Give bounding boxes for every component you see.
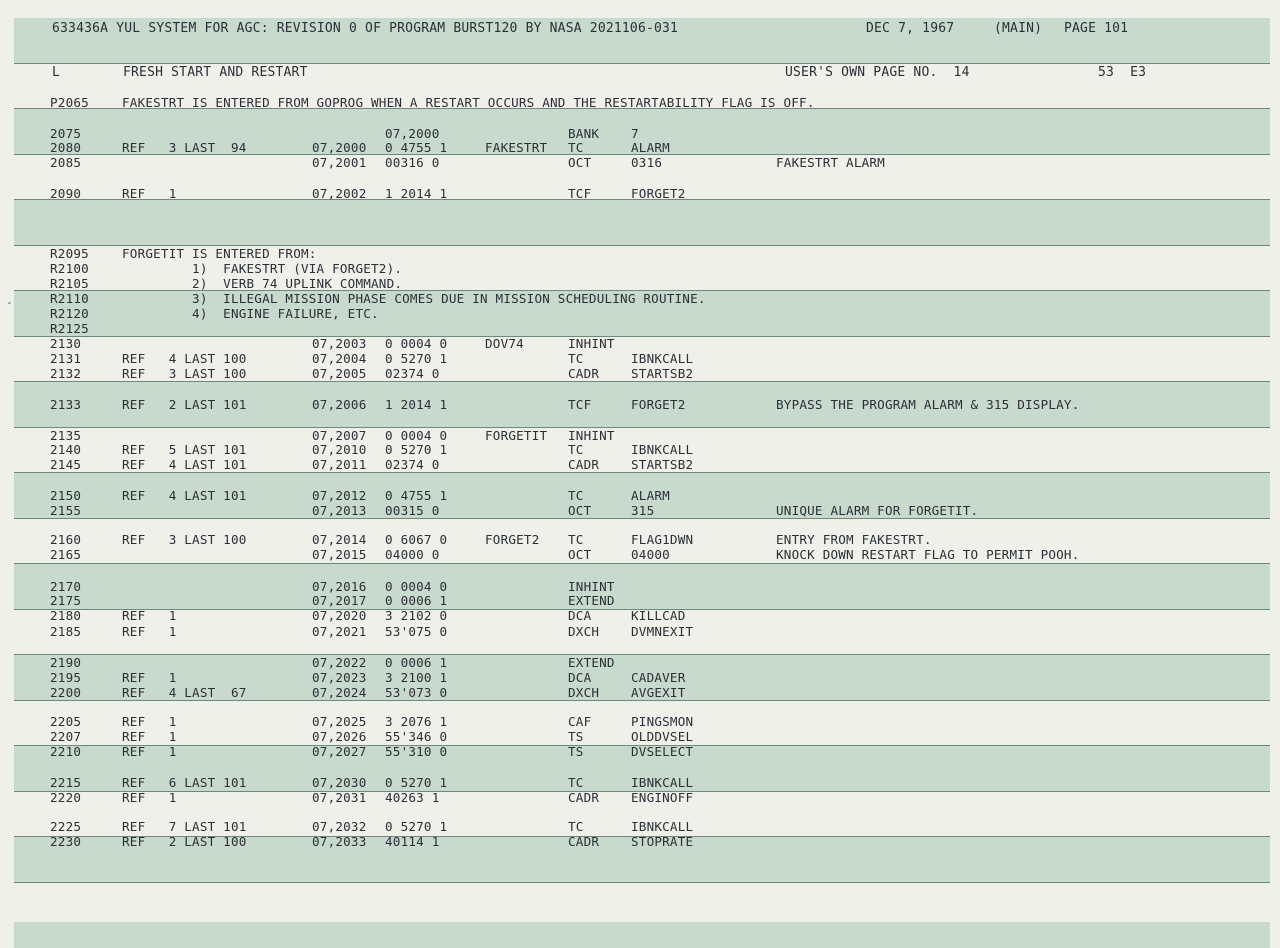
line-number: 2135 (50, 428, 82, 443)
line-number: 2132 (50, 366, 82, 381)
listing-line (0, 336, 1280, 351)
line-number: 2150 (50, 488, 82, 503)
field-w: 07,2000 (385, 126, 440, 141)
field-arg: 7 (631, 126, 639, 141)
listing-line (0, 819, 1280, 834)
field-ref: REF 5 LAST 101 (122, 442, 247, 457)
field-addr: 07,2003 (312, 336, 367, 351)
field-ref: REF 1 (122, 729, 177, 744)
line-number: 2195 (50, 670, 82, 685)
field-arg: IBNKCALL (631, 442, 694, 457)
field-ref: REF 1 (122, 670, 177, 685)
listing-line (0, 321, 1280, 336)
line-number: R2095 (50, 246, 89, 261)
comment-text: 3) ILLEGAL MISSION PHASE COMES DUE IN MISSION SCHEDULING ROUTINE. (122, 291, 706, 306)
field-addr: 07,2027 (312, 744, 367, 759)
line-number: 2207 (50, 729, 82, 744)
line-number: 2160 (50, 532, 82, 547)
listing-line (0, 126, 1280, 141)
field-arg: DVMNEXIT (631, 624, 694, 639)
field-op: TCF (568, 397, 592, 412)
field-arg: DVSELECT (631, 744, 694, 759)
field-w: 3 2100 1 (385, 670, 448, 685)
field-ref: REF 1 (122, 186, 177, 201)
field-ref: REF 4 LAST 101 (122, 457, 247, 472)
log-letter: L (52, 65, 61, 80)
line-number: 2210 (50, 744, 82, 759)
field-addr: 07,2010 (312, 442, 367, 457)
field-op: TC (568, 775, 584, 790)
field-label: FAKESTRT (485, 140, 548, 155)
field-arg: ALARM (631, 488, 670, 503)
field-op: OCT (568, 155, 592, 170)
listing-line (0, 579, 1280, 594)
field-arg: IBNKCALL (631, 819, 694, 834)
line-number: R2105 (50, 276, 89, 291)
line-number: 2155 (50, 503, 82, 518)
field-op: DCA (568, 670, 592, 685)
listing-line (0, 261, 1280, 276)
field-arg: FORGET2 (631, 397, 686, 412)
line-number: 2230 (50, 834, 82, 849)
listing-line (0, 624, 1280, 639)
field-ref: REF 1 (122, 624, 177, 639)
field-addr: 07,2016 (312, 579, 367, 594)
field-arg: STARTSB2 (631, 457, 694, 472)
field-addr: 07,2015 (312, 547, 367, 562)
field-op: TCF (568, 186, 592, 201)
listing-line (0, 744, 1280, 759)
field-ref: REF 3 LAST 100 (122, 366, 247, 381)
field-op: TS (568, 729, 584, 744)
line-number: 2165 (50, 547, 82, 562)
header-page: PAGE 101 (1064, 21, 1129, 36)
line-number: 2225 (50, 819, 82, 834)
field-op: CADR (568, 790, 600, 805)
field-addr: 07,2014 (312, 532, 367, 547)
line-number: 2145 (50, 457, 82, 472)
margin-mark: - (6, 296, 13, 309)
field-addr: 07,2006 (312, 397, 367, 412)
field-cmt: FAKESTRT ALARM (776, 155, 885, 170)
listing-line (0, 775, 1280, 790)
field-ref: REF 6 LAST 101 (122, 775, 247, 790)
green-bar (14, 922, 1270, 948)
listing-line (0, 291, 1280, 306)
field-addr: 07,2026 (312, 729, 367, 744)
line-number: 2190 (50, 655, 82, 670)
field-w: 3 2076 1 (385, 714, 448, 729)
field-op: TS (568, 744, 584, 759)
field-op: TC (568, 140, 584, 155)
field-w: 0 0006 1 (385, 655, 448, 670)
field-op: OCT (568, 503, 592, 518)
listing-line (0, 729, 1280, 744)
field-cmt: BYPASS THE PROGRAM ALARM & 315 DISPLAY. (776, 397, 1080, 412)
field-arg: 315 (631, 503, 655, 518)
listing-line (0, 714, 1280, 729)
field-arg: ENGINOFF (631, 790, 694, 805)
field-w: 04000 0 (385, 547, 440, 562)
listing-line (0, 155, 1280, 170)
listing-line (0, 670, 1280, 685)
field-w: 40263 1 (385, 790, 440, 805)
field-w: 0 5270 1 (385, 775, 448, 790)
field-arg: 04000 (631, 547, 670, 562)
listing-line (0, 366, 1280, 381)
field-arg: IBNKCALL (631, 351, 694, 366)
field-w: 0 5270 1 (385, 819, 448, 834)
field-arg: KILLCAD (631, 608, 686, 623)
field-w: 0 5270 1 (385, 442, 448, 457)
field-w: 00316 0 (385, 155, 440, 170)
field-addr: 07,2007 (312, 428, 367, 443)
field-w: 0 5270 1 (385, 351, 448, 366)
field-op: DXCH (568, 624, 600, 639)
field-op: OCT (568, 547, 592, 562)
field-ref: REF 2 LAST 100 (122, 834, 247, 849)
field-w: 0 0004 0 (385, 428, 448, 443)
field-arg: CADAVER (631, 670, 686, 685)
field-ref: REF 1 (122, 714, 177, 729)
field-addr: 07,2013 (312, 503, 367, 518)
field-ref: REF 3 LAST 100 (122, 532, 247, 547)
listing-line (0, 685, 1280, 700)
field-ref: REF 3 LAST 94 (122, 140, 247, 155)
field-op: EXTEND (568, 593, 615, 608)
field-addr: 07,2023 (312, 670, 367, 685)
line-number: 2220 (50, 790, 82, 805)
field-addr: 07,2024 (312, 685, 367, 700)
listing-line (0, 306, 1280, 321)
line-number: R2100 (50, 261, 89, 276)
header-section: (MAIN) (994, 21, 1043, 36)
field-addr: 07,2020 (312, 608, 367, 623)
comment-text: 2) VERB 74 UPLINK COMMAND. (122, 276, 403, 291)
page-codes: 53 E3 (1098, 65, 1147, 80)
line-number: 2205 (50, 714, 82, 729)
listing-line (0, 186, 1280, 201)
line-number: 2215 (50, 775, 82, 790)
field-addr: 07,2012 (312, 488, 367, 503)
field-cmt: UNIQUE ALARM FOR FORGETIT. (776, 503, 979, 518)
green-bar (14, 200, 1270, 246)
field-w: 0 4755 1 (385, 140, 448, 155)
field-w: 0 0006 1 (385, 593, 448, 608)
line-number: 2200 (50, 685, 82, 700)
field-op: CAF (568, 714, 592, 729)
field-op: TC (568, 351, 584, 366)
field-addr: 07,2025 (312, 714, 367, 729)
log-section-header (0, 65, 1280, 80)
line-number: P2065 (50, 95, 89, 110)
field-w: 53'075 0 (385, 624, 448, 639)
field-w: 0 6067 0 (385, 532, 448, 547)
field-op: INHINT (568, 428, 615, 443)
field-op: TC (568, 488, 584, 503)
field-arg: FLAG1DWN (631, 532, 694, 547)
field-arg: IBNKCALL (631, 775, 694, 790)
listing-line (0, 428, 1280, 443)
line-number: R2120 (50, 306, 89, 321)
field-op: BANK (568, 126, 600, 141)
listing-line (0, 457, 1280, 472)
comment-text: FORGETIT IS ENTERED FROM: (122, 246, 317, 261)
field-addr: 07,2002 (312, 186, 367, 201)
field-op: DXCH (568, 685, 600, 700)
field-addr: 07,2017 (312, 593, 367, 608)
field-addr: 07,2005 (312, 366, 367, 381)
field-w: 0 0004 0 (385, 336, 448, 351)
listing-line (0, 834, 1280, 849)
listing-line (0, 246, 1280, 261)
field-arg: OLDDVSEL (631, 729, 694, 744)
page-header (0, 21, 1280, 36)
field-w: 1 2014 1 (385, 186, 448, 201)
field-label: FORGET2 (485, 532, 540, 547)
field-op: TC (568, 532, 584, 547)
field-arg: PINGSMON (631, 714, 694, 729)
field-w: 53'073 0 (385, 685, 448, 700)
field-addr: 07,2031 (312, 790, 367, 805)
listing-line (0, 547, 1280, 562)
field-addr: 07,2022 (312, 655, 367, 670)
listing-line (0, 351, 1280, 366)
listing-line (0, 140, 1280, 155)
line-number: 2180 (50, 608, 82, 623)
field-ref: REF 1 (122, 790, 177, 805)
field-op: CADR (568, 834, 600, 849)
listing-line (0, 397, 1280, 412)
field-arg: ALARM (631, 140, 670, 155)
line-number: 2085 (50, 155, 82, 170)
field-label: DOV74 (485, 336, 524, 351)
field-w: 02374 0 (385, 457, 440, 472)
line-number: R2125 (50, 321, 89, 336)
line-number: 2185 (50, 624, 82, 639)
field-arg: STOPRATE (631, 834, 694, 849)
listing-line (0, 488, 1280, 503)
field-addr: 07,2032 (312, 819, 367, 834)
line-number: 2090 (50, 186, 82, 201)
field-addr: 07,2000 (312, 140, 367, 155)
listing-line (0, 790, 1280, 805)
field-w: 0 0004 0 (385, 579, 448, 594)
listing-line (0, 276, 1280, 291)
field-w: 40114 1 (385, 834, 440, 849)
line-number: 2140 (50, 442, 82, 457)
field-op: DCA (568, 608, 592, 623)
field-w: 55'346 0 (385, 729, 448, 744)
field-addr: 07,2004 (312, 351, 367, 366)
field-op: EXTEND (568, 655, 615, 670)
field-arg: FORGET2 (631, 186, 686, 201)
comment-text: FAKESTRT IS ENTERED FROM GOPROG WHEN A RESTART OCCURS AND THE RESTARTABILITY FLAG IS OFF. (122, 95, 815, 110)
users-page: USER'S OWN PAGE NO. 14 (785, 65, 970, 80)
line-number: 2131 (50, 351, 82, 366)
field-label: FORGETIT (485, 428, 548, 443)
listing-line (0, 655, 1280, 670)
field-addr: 07,2030 (312, 775, 367, 790)
field-addr: 07,2021 (312, 624, 367, 639)
log-title: FRESH START AND RESTART (123, 65, 308, 80)
field-op: INHINT (568, 336, 615, 351)
line-number: 2080 (50, 140, 82, 155)
field-ref: REF 4 LAST 101 (122, 488, 247, 503)
field-w: 3 2102 0 (385, 608, 448, 623)
field-op: CADR (568, 457, 600, 472)
line-number: 2175 (50, 593, 82, 608)
field-w: 1 2014 1 (385, 397, 448, 412)
field-arg: 0316 (631, 155, 663, 170)
field-addr: 07,2011 (312, 457, 367, 472)
listing-line (0, 608, 1280, 623)
field-ref: REF 2 LAST 101 (122, 397, 247, 412)
field-ref: REF 7 LAST 101 (122, 819, 247, 834)
line-number: R2110 (50, 291, 89, 306)
field-ref: REF 1 (122, 744, 177, 759)
listing-line (0, 503, 1280, 518)
line-number: 2075 (50, 126, 82, 141)
header-title: 633436A YUL SYSTEM FOR AGC: REVISION 0 OF PROGRAM BURST120 BY NASA 2021106-031 (52, 21, 679, 36)
field-cmt: KNOCK DOWN RESTART FLAG TO PERMIT POOH. (776, 547, 1080, 562)
field-arg: STARTSB2 (631, 366, 694, 381)
field-w: 02374 0 (385, 366, 440, 381)
field-w: 55'310 0 (385, 744, 448, 759)
listing-line (0, 593, 1280, 608)
comment-text: 1) FAKESTRT (VIA FORGET2). (122, 261, 403, 276)
field-ref: REF 1 (122, 608, 177, 623)
field-op: TC (568, 819, 584, 834)
line-number: 2130 (50, 336, 82, 351)
field-addr: 07,2001 (312, 155, 367, 170)
field-cmt: ENTRY FROM FAKESTRT. (776, 532, 932, 547)
field-op: TC (568, 442, 584, 457)
listing-line (0, 95, 1280, 110)
field-ref: REF 4 LAST 100 (122, 351, 247, 366)
field-arg: AVGEXIT (631, 685, 686, 700)
comment-text: 4) ENGINE FAILURE, ETC. (122, 306, 379, 321)
line-number: 2133 (50, 397, 82, 412)
field-addr: 07,2033 (312, 834, 367, 849)
field-op: INHINT (568, 579, 615, 594)
listing-line (0, 532, 1280, 547)
line-number: 2170 (50, 579, 82, 594)
field-ref: REF 4 LAST 67 (122, 685, 247, 700)
field-op: CADR (568, 366, 600, 381)
field-w: 0 4755 1 (385, 488, 448, 503)
field-w: 00315 0 (385, 503, 440, 518)
listing-line (0, 442, 1280, 457)
header-date: DEC 7, 1967 (866, 21, 955, 36)
